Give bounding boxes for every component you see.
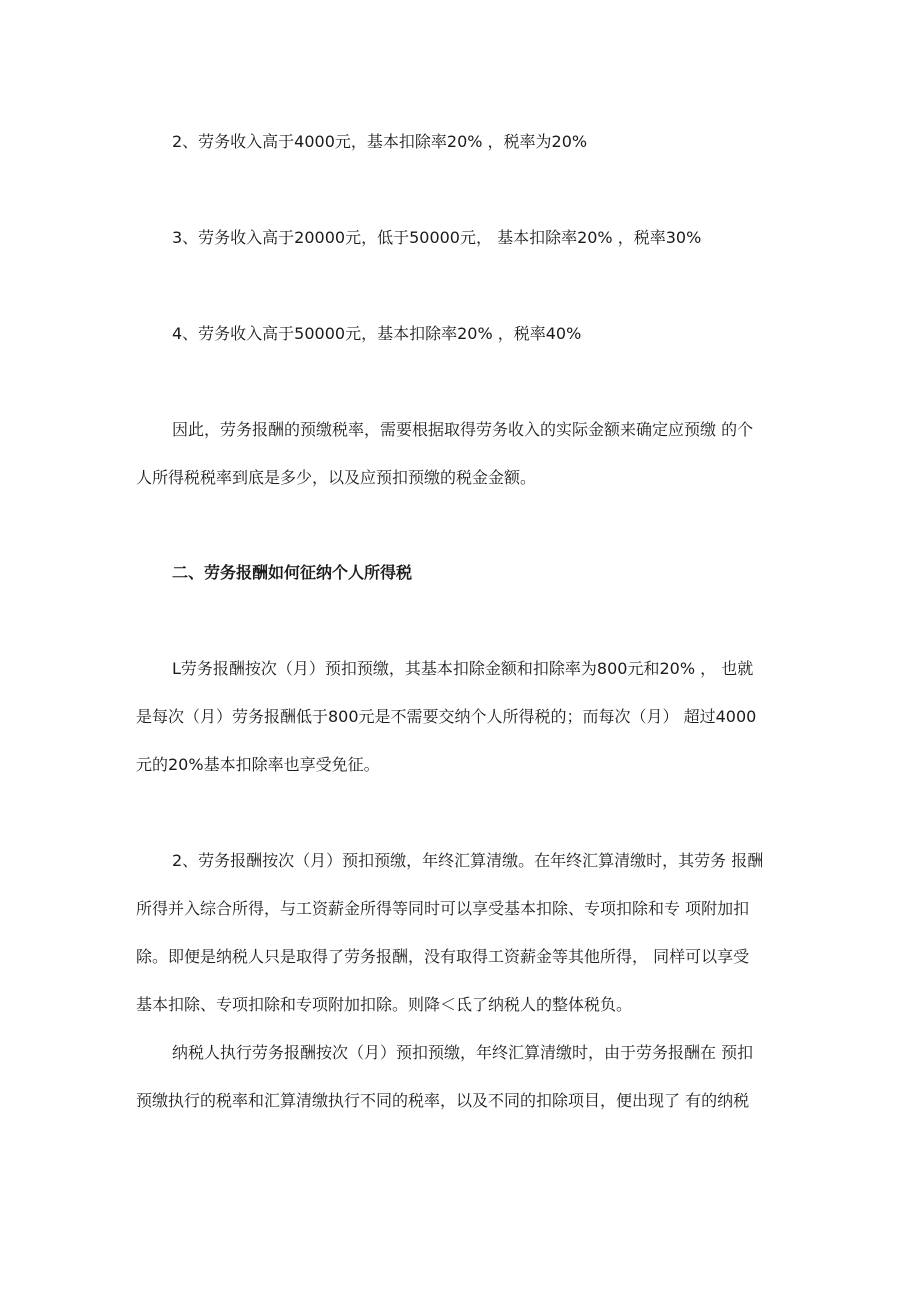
conclusion-line-1: 因此，劳务报酬的预缴税率，需要根据取得劳务收入的实际金额来确定应预缴 的个 xyxy=(172,420,754,439)
section-heading: 二、劳务报酬如何征纳个人所得税 xyxy=(172,563,413,582)
paragraph-3-line-2: 预缴执行的税率和汇算清缴执行不同的税率，以及不同的扣除项目，便出现了 有的纳税 xyxy=(136,1091,750,1110)
paragraph-2-line-3: 除。即便是纳税人只是取得了劳务报酬，没有取得工资薪金等其他所得， 同样可以享受 xyxy=(136,947,750,966)
paragraph-1-line-1: L劳务报酬按次（月）预扣预缴，其基本扣除金额和扣除率为800元和20% ， 也就 xyxy=(172,659,754,678)
paragraph-1-line-2: 是每次（月）劳务报酬低于800元是不需要交纳个人所得税的；而每次（月） 超过4000 xyxy=(136,707,757,726)
rate-item-3: 3、劳务收入高于20000元，低于50000元， 基本扣除率20% ，税率30% xyxy=(172,228,702,247)
rate-item-4: 4、劳务收入高于50000元，基本扣除率20% ，税率40% xyxy=(172,324,582,343)
paragraph-2-line-4: 基本扣除、专项扣除和专项附加扣除。则降＜氐了纳税人的整体税负。 xyxy=(136,995,633,1014)
paragraph-2-line-2: 所得并入综合所得，与工资薪金所得等同时可以享受基本扣除、专项扣除和专 项附加扣 xyxy=(136,899,750,918)
conclusion-line-2: 人所得税税率到底是多少，以及应预扣预缴的税金金额。 xyxy=(136,468,537,487)
paragraph-1-line-3: 元的20%基本扣除率也享受免征。 xyxy=(136,755,380,774)
paragraph-2-line-1: 2、劳务报酬按次（月）预扣预缴，年终汇算清缴。在年终汇算清缴时，其劳务 报酬 xyxy=(172,851,764,870)
rate-item-2: 2、劳务收入高于4000元，基本扣除率20% ，税率为20% xyxy=(172,132,588,151)
paragraph-3-line-1: 纳税人执行劳务报酬按次（月）预扣预缴，年终汇算清缴时，由于劳务报酬在 预扣 xyxy=(172,1043,754,1062)
